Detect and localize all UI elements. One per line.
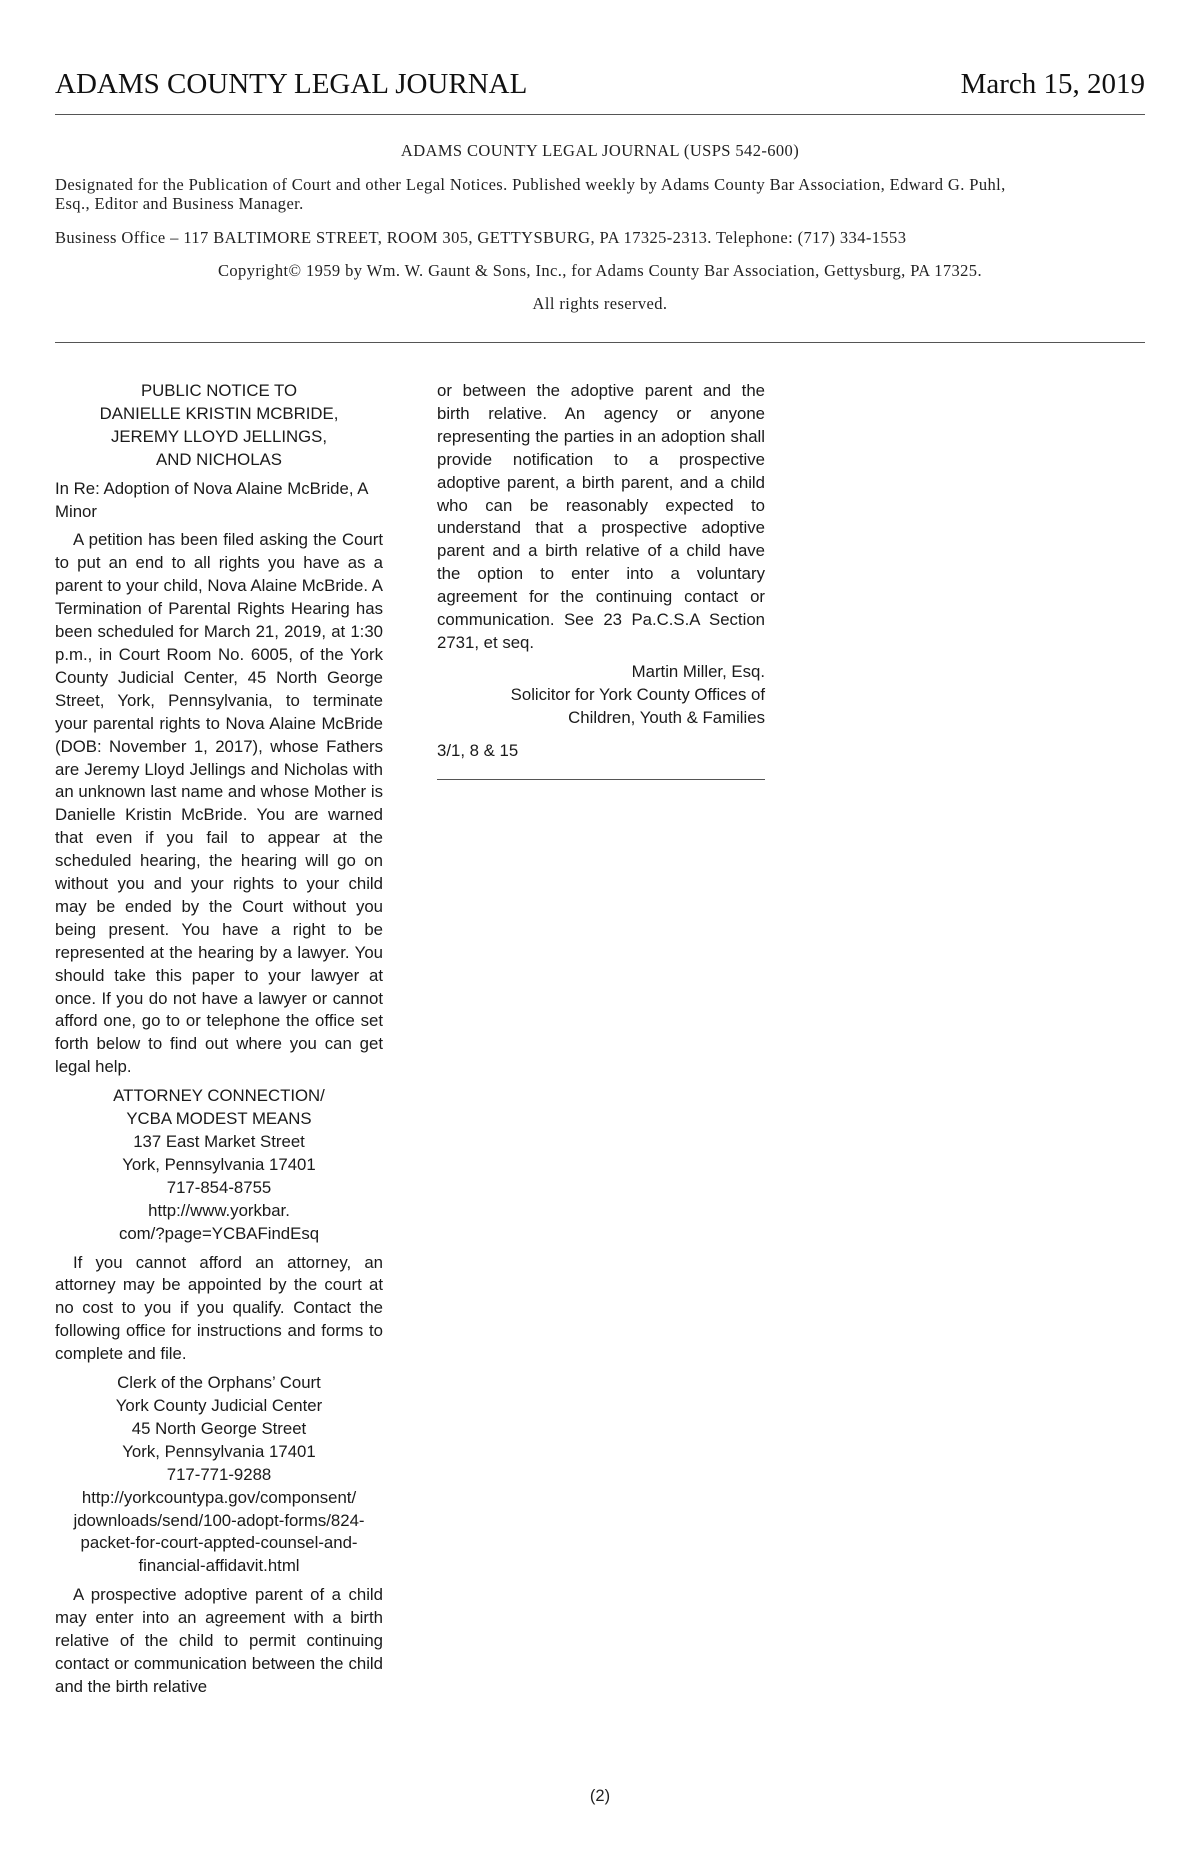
address-line: ATTORNEY CONNECTION/ bbox=[113, 1086, 325, 1106]
url-line: com/?page=YCBAFindEsq bbox=[118, 1223, 320, 1243]
url-line: http://yorkcountypa.gov/componsent/ bbox=[81, 1487, 357, 1507]
masthead-designated: Designated for the Publication of Court and other Legal Notices. Published weekly by Adams County Bar Association, Edward G. Puhl, Esq., Editor and Business Manager. bbox=[55, 175, 1006, 213]
masthead-business-office: Business Office – 117 BALTIMORE STREET, ROOM 305, GETTYSBURG, PA 17325-2313. Telephone: (717) 334-1553 bbox=[55, 228, 907, 247]
url-line: financial-affidavit.html bbox=[138, 1556, 300, 1576]
attorney-connection-block bbox=[55, 1085, 383, 1245]
notice-heading-line: AND NICHOLAS bbox=[156, 449, 282, 469]
in-re-caption: In Re: Adoption of Nova Alaine McBride, A Minor bbox=[55, 478, 368, 521]
notice-end-rule bbox=[437, 779, 765, 780]
masthead-divider bbox=[55, 342, 1145, 343]
signature-name: Martin Miller, Esq. bbox=[631, 661, 765, 681]
notice-heading-line: DANIELLE KRISTIN MCBRIDE, bbox=[99, 403, 339, 423]
notice-paragraph-3-continued: or between the adoptive parent and the birth relative. An agency or anyone representing the parties in an adoption shall provide notification to a prospective adoptive parent, a birth parent, and a child who can be reasonably expected to understand that a prospective adoptive parent and a birth relative of a child have the option to enter into a voluntary agreement for the continuing contact or communication. See 23 Pa.C.S.A Section 2731, et seq. bbox=[437, 381, 765, 652]
issue-date: March 15, 2019 bbox=[960, 68, 1145, 100]
header-divider bbox=[55, 114, 1145, 115]
notice-heading bbox=[55, 380, 383, 472]
clerk-block bbox=[55, 1372, 383, 1578]
signature-title-1: Solicitor for York County Offices of bbox=[510, 684, 765, 704]
masthead bbox=[55, 140, 1145, 314]
url-line: http://www.yorkbar. bbox=[148, 1200, 290, 1220]
masthead-copyright: Copyright© 1959 by Wm. W. Gaunt & Sons, Inc., for Adams County Bar Association, Gettysburg, PA 17325. bbox=[218, 261, 982, 280]
phone-line: 717-854-8755 bbox=[166, 1177, 272, 1197]
address-line: Clerk of the Orphans’ Court bbox=[117, 1373, 321, 1393]
address-line: York County Judicial Center bbox=[115, 1395, 323, 1415]
notice-paragraph-2: If you cannot afford an attorney, an attorney may be appointed by the court at no cost to you if you qualify. Contact the following office for instructions and forms to complete and file. bbox=[55, 1252, 383, 1364]
running-head bbox=[55, 68, 1145, 108]
notice-heading-line: PUBLIC NOTICE TO bbox=[140, 381, 298, 400]
address-line: York, Pennsylvania 17401 bbox=[122, 1154, 316, 1174]
url-line: jdownloads/send/100-adopt-forms/824- bbox=[73, 1510, 365, 1530]
url-line: packet-for-court-appted-counsel-and- bbox=[80, 1533, 358, 1553]
signature-title-2: Children, Youth & Families bbox=[568, 707, 765, 727]
notice-column-right bbox=[437, 380, 765, 780]
address-line: YCBA MODEST MEANS bbox=[126, 1109, 312, 1129]
journal-title: ADAMS COUNTY LEGAL JOURNAL bbox=[55, 68, 528, 100]
notice-column-left bbox=[55, 380, 383, 1699]
notice-heading-line: JEREMY LLOYD JELLINGS, bbox=[110, 426, 328, 446]
page-number: (2) bbox=[589, 1787, 611, 1805]
run-dates: 3/1, 8 & 15 bbox=[437, 740, 519, 760]
phone-line: 717-771-9288 bbox=[166, 1464, 272, 1484]
address-line: 45 North George Street bbox=[131, 1418, 307, 1438]
notice-paragraph-1: A petition has been filed asking the Court to put an end to all rights you have as a parent to your child, Nova Alaine McBride. A Termination of Parental Rights Hearing has been scheduled for March 21, 2019, at 1:30 p.m., in Court Room No. 6005, of the York County Judicial Center, 45 North George Street, York, Pennsylvania, to terminate your parental rights to Nova Alaine McBride (DOB: November 1, 2017), whose Fathers are Jeremy Lloyd Jellings and Nicholas with an unknown last name and whose Mother is Danielle Kristin McBride. You are warned that even if you fail to appear at the scheduled hearing, the hearing will go on without you and your rights to your child may be ended by the Court without you being present. You have a right to be represented at the hearing by a lawyer. You should take this paper to your lawyer at once. If you do not have a lawyer or cannot afford one, go to or telephone the office set forth below to find out where you can get legal help. bbox=[55, 530, 383, 1077]
masthead-rights: All rights reserved. bbox=[532, 294, 668, 313]
address-line: 137 East Market Street bbox=[133, 1132, 305, 1151]
address-line: York, Pennsylvania 17401 bbox=[122, 1441, 316, 1461]
masthead-title: ADAMS COUNTY LEGAL JOURNAL (USPS 542-600) bbox=[400, 141, 800, 160]
notice-paragraph-3: A prospective adoptive parent of a child may enter into an agreement with a birth relative of the child to permit continuing contact or communication between the child and the birth relative bbox=[55, 1585, 383, 1696]
